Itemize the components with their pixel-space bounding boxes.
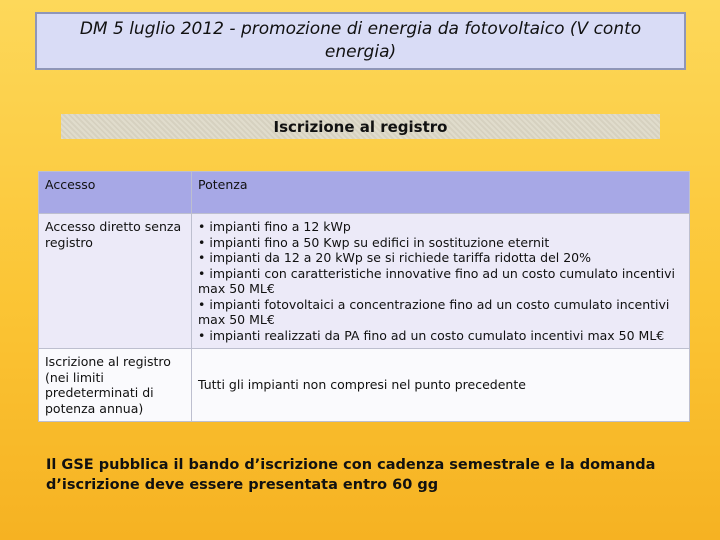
table-row bbox=[39, 214, 690, 349]
slide-title-box bbox=[35, 12, 686, 70]
row2-access-cell: Iscrizione al registro (nei limiti predeterminati di potenza annua) bbox=[39, 349, 192, 422]
list-item: • impianti fino a 50 Kwp su edifici in sostituzione eternit bbox=[198, 234, 550, 250]
footer-note: Il GSE pubblica il bando d’iscrizione con cadenza semestrale e la domanda d’iscrizione deve essere presentata entro 60 gg bbox=[46, 457, 656, 493]
header-potenza: Potenza bbox=[192, 172, 690, 214]
list-item: • impianti da 12 a 20 kWp se si richiede tariffa ridotta del 20% bbox=[198, 250, 592, 265]
subtitle-box bbox=[61, 114, 660, 139]
row1-access-cell: Accesso diretto senza registro bbox=[39, 214, 192, 349]
list-item: • impianti realizzati da PA fino ad un costo cumulato incentivi max 50 ML€ bbox=[198, 327, 665, 343]
table-row bbox=[39, 349, 690, 422]
header-accesso: Accesso bbox=[39, 172, 192, 214]
slide-title: DM 5 luglio 2012 - promozione di energia da fotovoltaico (V conto energia) bbox=[79, 19, 642, 62]
slide-subtitle: Iscrizione al registro bbox=[273, 117, 448, 136]
row1-power-cell bbox=[192, 214, 690, 349]
list-item: • impianti fino a 12 kWp bbox=[198, 219, 351, 234]
row2-power-cell: Tutti gli impianti non compresi nel punto precedente bbox=[192, 349, 690, 422]
list-item: • impianti fotovoltaici a concentrazione fino ad un costo cumulato incentivi max 50 ML€ bbox=[198, 296, 670, 327]
list-item: • impianti con caratteristiche innovative fino ad un costo cumulato incentivi max 50 ML€ bbox=[198, 265, 676, 296]
table-header-row bbox=[39, 172, 690, 214]
access-table bbox=[38, 171, 690, 422]
